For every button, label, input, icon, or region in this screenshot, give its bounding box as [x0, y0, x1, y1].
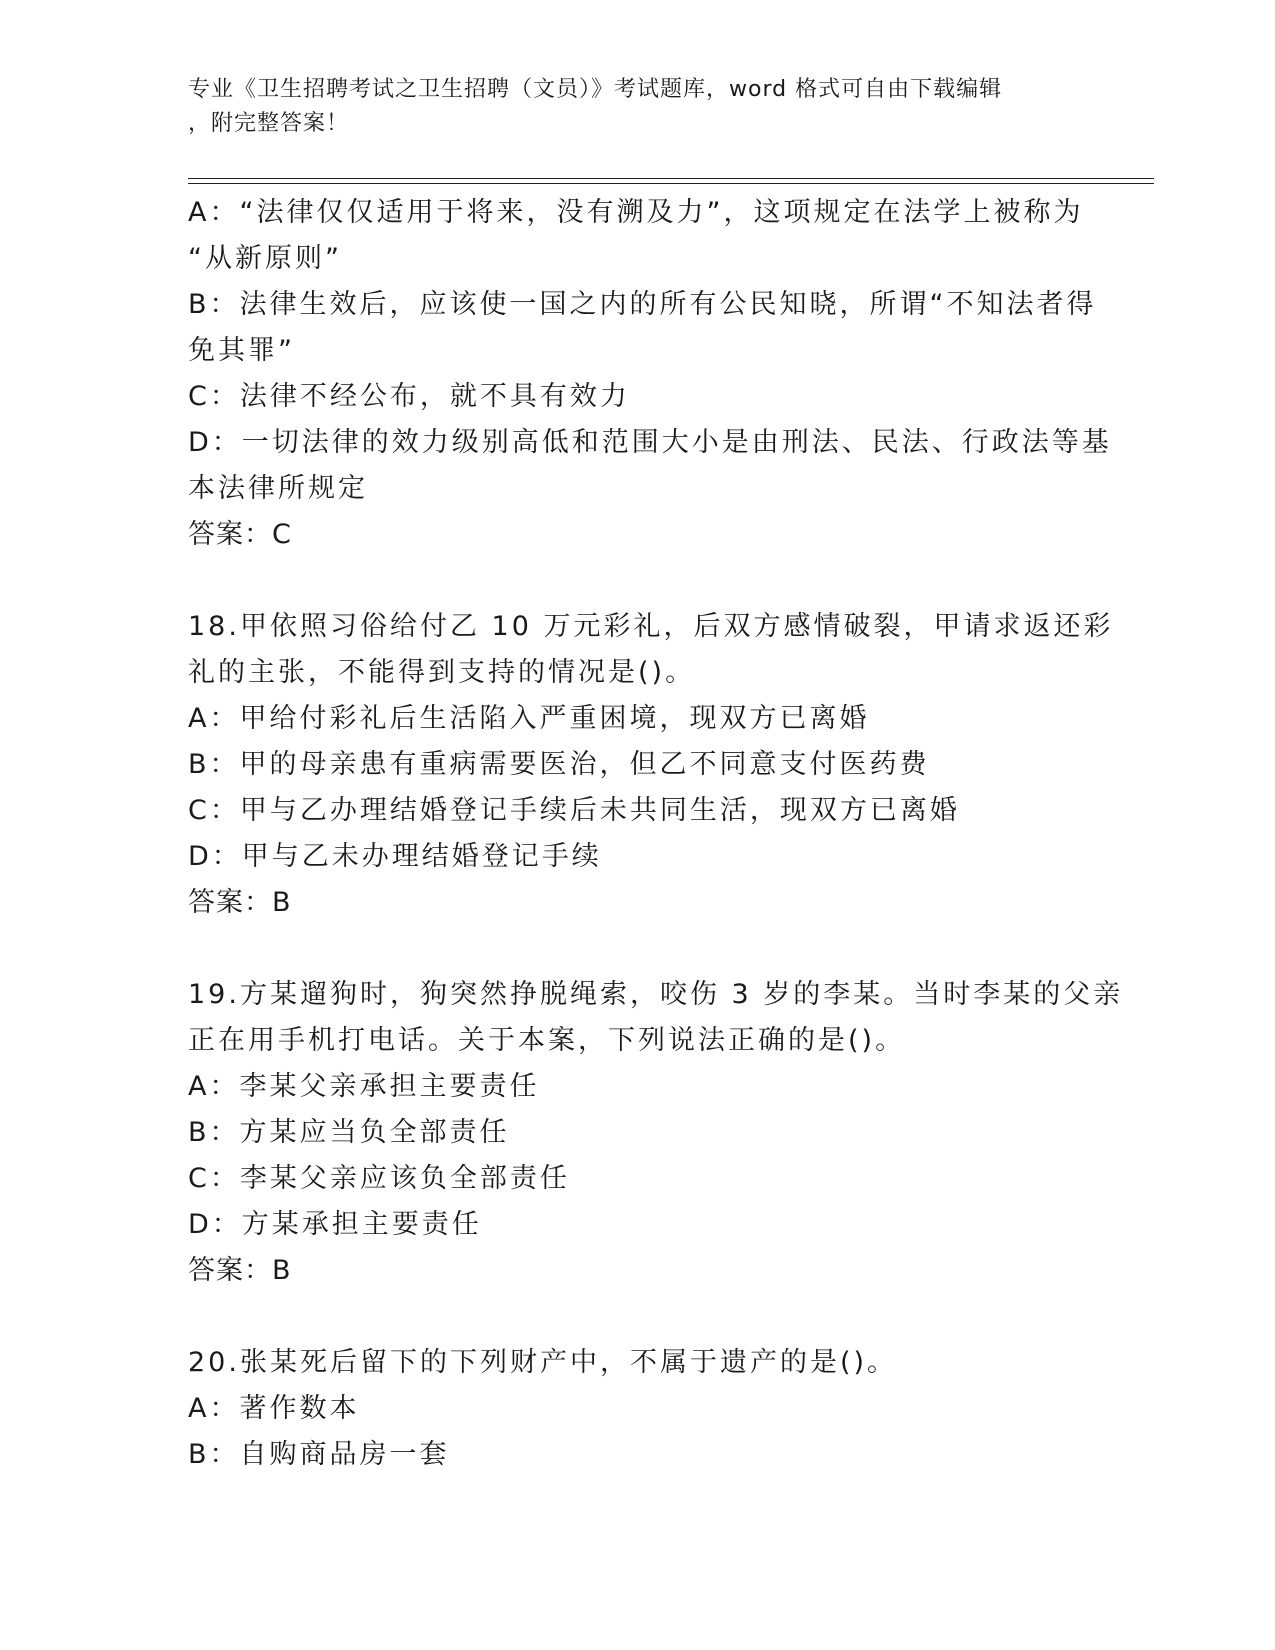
option-a-line-1: A：“法律仅仅适用于将来，没有溯及力”，这项规定在法学上被称为 [188, 197, 1084, 228]
option-b: B：自购商品房一套 [188, 1439, 450, 1470]
question-20-stem: 20.张某死后留下的下列财产中，不属于遗产的是()。 [188, 1347, 898, 1378]
spacer [188, 1294, 1088, 1340]
option-d: D：方某承担主要责任 [188, 1209, 482, 1240]
question-20 [188, 1340, 1088, 1478]
option-b-line-2: 免其罪” [188, 335, 295, 366]
header-line-2: ，附完整答案！ [188, 111, 350, 136]
spacer [188, 926, 1088, 972]
option-a: A：甲给付彩礼后生活陷入严重困境，现双方已离婚 [188, 703, 870, 734]
option-a: A：著作数本 [188, 1393, 360, 1424]
document-header [188, 73, 1068, 141]
option-b: B：甲的母亲患有重病需要医治，但乙不同意支付医药费 [188, 749, 930, 780]
question-19 [188, 972, 1124, 1294]
option-d-line-2: 本法律所规定 [188, 473, 368, 504]
question-17 [188, 190, 1112, 558]
option-d-line-1: D：一切法律的效力级别高低和范围大小是由刑法、民法、行政法等基 [188, 427, 1112, 458]
option-c: C：法律不经公布，就不具有效力 [188, 381, 630, 412]
question-list [188, 190, 1124, 1478]
header-divider-bottom [188, 183, 1154, 184]
question-18-stem-line-1: 18.甲依照习俗给付乙 10 万元彩礼，后双方感情破裂，甲请求返还彩 [188, 611, 1114, 642]
answer-19: 答案：B [188, 1255, 292, 1286]
option-b-line-1: B：法律生效后，应该使一国之内的所有公民知晓，所谓“不知法者得 [188, 289, 1097, 320]
option-b: B：方某应当负全部责任 [188, 1117, 510, 1148]
answer-17: 答案：C [188, 519, 292, 550]
question-18-stem-line-2: 礼的主张，不能得到支持的情况是()。 [188, 657, 696, 688]
option-d: D：甲与乙未办理结婚登记手续 [188, 841, 602, 872]
option-c: C：李某父亲应该负全部责任 [188, 1163, 570, 1194]
spacer [188, 558, 1088, 604]
question-19-stem-line-2: 正在用手机打电话。关于本案，下列说法正确的是()。 [188, 1025, 906, 1056]
option-c: C：甲与乙办理结婚登记手续后未共同生活，现双方已离婚 [188, 795, 960, 826]
header-divider-top [188, 178, 1154, 179]
question-19-stem-line-1: 19.方某遛狗时，狗突然挣脱绳索，咬伤 3 岁的李某。当时李某的父亲 [188, 979, 1124, 1010]
question-18 [188, 604, 1114, 926]
option-a-line-2: “从新原则” [188, 243, 342, 274]
header-line-1: 专业《卫生招聘考试之卫生招聘（文员）》考试题库，word 格式可自由下载编辑 [188, 77, 1003, 102]
answer-18: 答案：B [188, 887, 292, 918]
option-a: A：李某父亲承担主要责任 [188, 1071, 540, 1102]
